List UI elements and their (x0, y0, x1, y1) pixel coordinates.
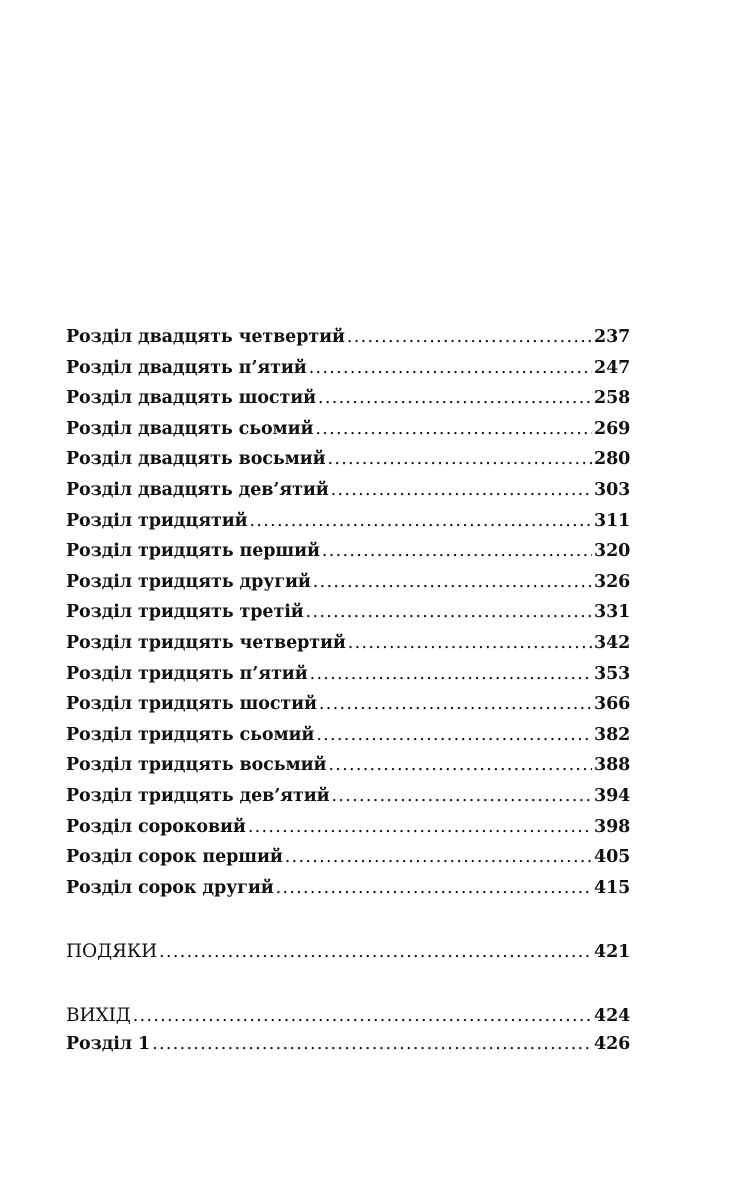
toc-entry-page: 426 (594, 1034, 631, 1054)
dot-leader (306, 602, 592, 622)
dot-leader (318, 388, 592, 408)
toc-entry-title: Розділ тридцять дев’ятий (66, 785, 330, 806)
toc-entry-title: Розділ двадцять п’ятий (66, 357, 307, 378)
toc-entry[interactable] (66, 357, 631, 389)
toc-entry[interactable] (66, 632, 631, 664)
toc-entry[interactable] (66, 602, 631, 633)
dot-leader (331, 480, 592, 500)
toc-entry-exit[interactable] (66, 1005, 631, 1034)
toc-entry-page: 382 (594, 724, 631, 745)
toc-entry-page: 303 (594, 479, 631, 500)
toc-entry-page: 366 (594, 694, 631, 715)
dot-leader (248, 817, 592, 837)
toc-entry[interactable] (66, 388, 631, 419)
toc-entry-page: 269 (594, 418, 631, 439)
toc-entry-page: 415 (594, 877, 631, 898)
toc-entry-title: Розділ тридцять сьомий (66, 724, 315, 745)
toc-entry-page: 326 (594, 571, 631, 592)
toc-entry[interactable] (66, 816, 631, 848)
dot-leader (348, 633, 592, 653)
dot-leader (285, 847, 592, 867)
toc-entry-page: 320 (594, 541, 631, 562)
toc-acknowledgements-section (66, 941, 631, 972)
toc-entry-title: Розділ тридцять третій (66, 602, 304, 623)
toc-entry-title: Розділ тридцять четвертий (66, 632, 346, 653)
toc-entry-page: 237 (594, 327, 631, 347)
toc-entry-page: 280 (594, 449, 631, 470)
toc-entry[interactable] (66, 510, 631, 542)
toc-entry-title: Розділ двадцять четвертий (66, 327, 345, 347)
toc-entry-title: Розділ тридцять восьмий (66, 755, 327, 776)
toc-entry-title: Розділ двадцять дев’ятий (66, 479, 329, 500)
dot-leader (332, 786, 592, 806)
toc-entry-page: 421 (594, 942, 631, 962)
dot-leader (310, 664, 592, 684)
toc-entry-page: 398 (594, 816, 631, 837)
toc-entry-page: 311 (594, 510, 631, 531)
toc-entry[interactable] (66, 663, 631, 695)
toc-entry[interactable] (66, 327, 631, 358)
dot-leader (316, 725, 592, 745)
toc-entry[interactable] (66, 785, 631, 817)
toc-entry[interactable] (66, 541, 631, 572)
toc-entry[interactable] (66, 877, 631, 909)
dot-leader (315, 419, 592, 439)
toc-entry-title: Розділ 1 (66, 1034, 151, 1054)
toc-entry-title: Розділ тридцять перший (66, 541, 320, 562)
dot-leader (250, 511, 592, 531)
toc-entry-title: Розділ тридцять п’ятий (66, 663, 308, 684)
toc-entry-page: 405 (594, 847, 631, 868)
toc-entry-page: 353 (594, 663, 631, 684)
dot-leader (313, 572, 592, 592)
dot-leader (319, 694, 592, 714)
dot-leader (159, 942, 592, 962)
toc-entry-title: Розділ двадцять шостий (66, 388, 316, 409)
dot-leader (322, 541, 592, 561)
dot-leader (347, 327, 592, 347)
toc-entry[interactable] (66, 479, 631, 511)
toc-entry-title: Розділ сорок перший (66, 847, 283, 868)
toc-entry[interactable] (66, 449, 631, 480)
toc-entry[interactable] (66, 694, 631, 725)
toc-entry-acknowledgements[interactable] (66, 941, 631, 972)
toc-entry[interactable] (66, 1034, 631, 1063)
toc-entry-title: Розділ двадцять сьомий (66, 418, 314, 439)
toc-entry-title: Розділ тридцять шостий (66, 694, 317, 715)
toc-entry[interactable] (66, 755, 631, 786)
toc-entry-title: ПОДЯКИ (66, 941, 158, 962)
toc-entry-title: Розділ сороковий (66, 816, 246, 837)
toc-entry[interactable] (66, 724, 631, 756)
toc-entry[interactable] (66, 571, 631, 603)
toc-entry-title: Розділ тридцять другий (66, 571, 311, 592)
toc-entry-page: 342 (594, 632, 631, 653)
toc-entry-title: Розділ сорок другий (66, 877, 274, 898)
toc-entry-page: 388 (594, 755, 631, 776)
toc-entry-title: Розділ двадцять восьмий (66, 449, 326, 470)
dot-leader (327, 449, 592, 469)
toc-entry-page: 331 (594, 602, 631, 623)
toc-entry-title: ВИХІД (66, 1005, 131, 1026)
toc-entry-page: 394 (594, 785, 631, 806)
toc-exit-section (66, 1005, 631, 1063)
toc-entry-page: 247 (594, 357, 631, 378)
dot-leader (276, 878, 592, 898)
toc-entry-page: 258 (594, 388, 631, 409)
dot-leader (328, 755, 592, 775)
toc-entry-title: Розділ тридцятий (66, 510, 248, 531)
dot-leader (133, 1006, 592, 1026)
toc-entry-page: 424 (594, 1006, 631, 1026)
toc-entry[interactable] (66, 418, 631, 450)
toc-chapter-list (66, 327, 631, 908)
dot-leader (309, 358, 592, 378)
toc-entry[interactable] (66, 847, 631, 878)
dot-leader (152, 1034, 592, 1054)
